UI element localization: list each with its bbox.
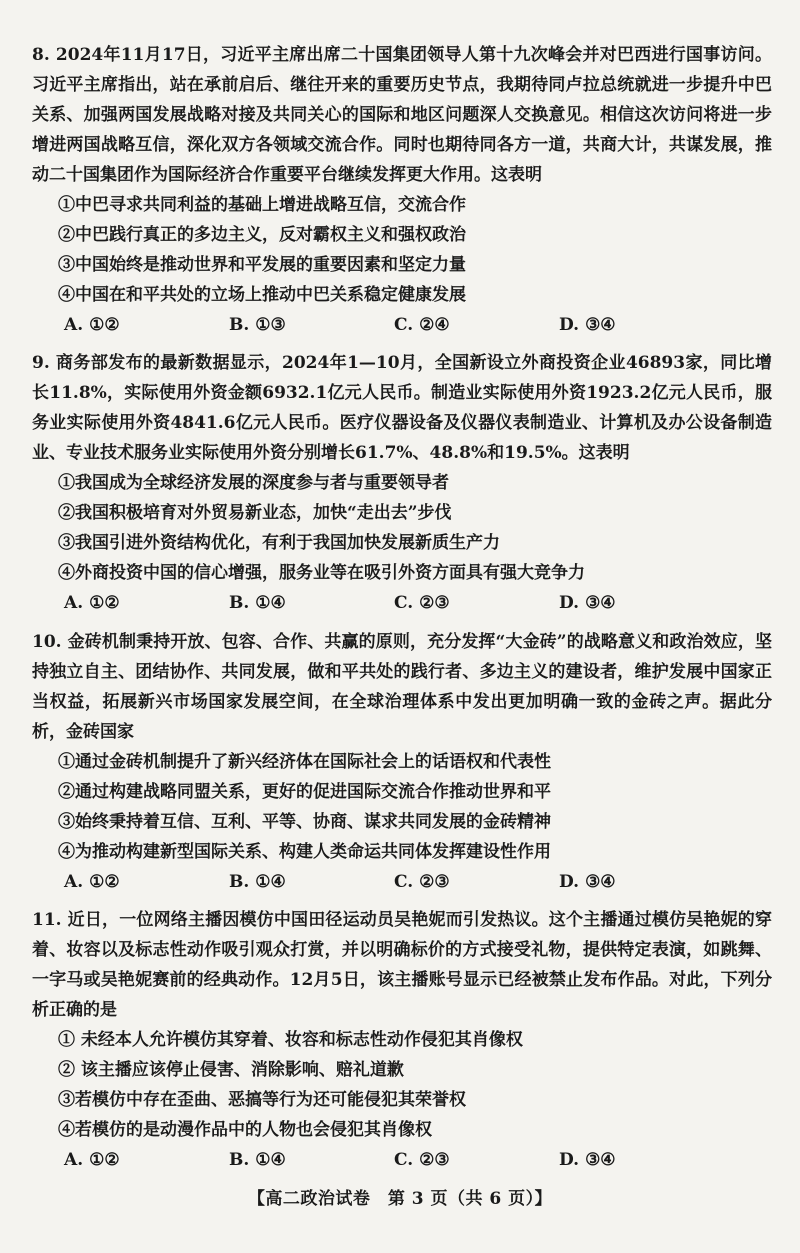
statement-item: ② 该主播应该停止侵害、消除影响、赔礼道歉 [58, 1060, 404, 1080]
option-c: C. ②③ [394, 872, 450, 892]
option-a: A. ①② [64, 593, 120, 613]
statement-item: ②通过构建战略同盟关系，更好的促进国际交流合作推动世界和平 [58, 782, 551, 802]
statement-item: ③中国始终是推动世界和平发展的重要因素和坚定力量 [58, 255, 466, 275]
option-b: B. ①④ [229, 872, 286, 892]
answer-options [64, 310, 772, 340]
statement-item: ②中巴践行真正的多边主义，反对霸权主义和强权政治 [58, 225, 466, 245]
statement-item: ④为推动构建新型国际关系、构建人类命运共同体发挥建设性作用 [58, 842, 551, 862]
option-d: D. ③④ [559, 1150, 616, 1170]
option-b: B. ①④ [229, 593, 286, 613]
statement-item: ①通过金砖机制提升了新兴经济体在国际社会上的话语权和代表性 [58, 752, 551, 772]
answer-options [64, 867, 772, 897]
question-10 [32, 627, 772, 897]
option-d: D. ③④ [559, 315, 616, 335]
answer-options [64, 588, 772, 618]
option-b: B. ①④ [229, 1150, 286, 1170]
option-b: B. ①③ [229, 315, 286, 335]
option-a: A. ①② [64, 872, 120, 892]
statement-item: ①我国成为全球经济发展的深度参与者与重要领导者 [58, 473, 449, 493]
option-a: A. ①② [64, 1150, 120, 1170]
option-a: A. ①② [64, 315, 120, 335]
question-stem: 10. 金砖机制秉持开放、包容、合作、共赢的原则，充分发挥“大金砖”的战略意义和政治效应，坚持独立自主、团结协作、共同发展，做和平共处的践行者、多边主义的建设者，维护发展中国家正当权益，拓展新兴市场国家发展空间，在全球治理体系中发出更加明确一致的金砖之声。据此分析，金砖国家 [32, 632, 772, 742]
option-d: D. ③④ [559, 872, 616, 892]
statement-item: ①中巴寻求共同利益的基础上增进战略互信，交流合作 [58, 195, 466, 215]
statement-item: ②我国积极培育对外贸易新业态，加快“走出去”步伐 [58, 503, 452, 523]
answer-options [64, 1145, 772, 1175]
statement-item: ③始终秉持着互信、互利、平等、协商、谋求共同发展的金砖精神 [58, 812, 551, 832]
question-stem: 8. 2024年11月17日，习近平主席出席二十国集团领导人第十九次峰会并对巴西进行国事访问。习近平主席指出，站在承前启后、继往开来的重要历史节点，我期待同卢拉总统就进一步提升中巴关系、加强两国发展战略对接及共同关心的国际和地区问题深人交换意见。相信这次访问将进一步增进两国战略互信，深化双方各领域交流合作。同时也期待同各方一道，共商大计，共谋发展，推动二十国集团作为国际经济合作重要平台继续发挥更大作用。这表明 [32, 45, 772, 185]
statement-item: ③若模仿中存在歪曲、恶搞等行为还可能侵犯其荣誉权 [58, 1090, 466, 1110]
page-footer: 【高二政治试卷 第 3 页（共 6 页）】 [247, 1189, 553, 1209]
statement-item: ④若模仿的是动漫作品中的人物也会侵犯其肖像权 [58, 1120, 432, 1140]
option-c: C. ②③ [394, 593, 450, 613]
question-9 [32, 348, 772, 618]
statement-item: ④中国在和平共处的立场上推动中巴关系稳定健康发展 [58, 285, 466, 305]
option-d: D. ③④ [559, 593, 616, 613]
question-11 [32, 905, 772, 1175]
question-stem: 11. 近日，一位网络主播因模仿中国田径运动员吴艳妮而引发热议。这个主播通过模仿吴艳妮的穿着、妆容以及标志性动作吸引观众打赏，并以明确标价的方式接受礼物，提供特定表演，如跳舞、一字马或吴艳妮赛前的经典动作。12月5日，该主播账号显示已经被禁止发布作品。对此，下列分析正确的是 [32, 910, 772, 1020]
statement-item: ① 未经本人允许模仿其穿着、妆容和标志性动作侵犯其肖像权 [58, 1030, 523, 1050]
statement-item: ③我国引进外资结构优化，有利于我国加快发展新质生产力 [58, 533, 500, 553]
option-c: C. ②③ [394, 1150, 450, 1170]
question-8 [32, 40, 772, 340]
option-c: C. ②④ [394, 315, 450, 335]
statement-item: ④外商投资中国的信心增强，服务业等在吸引外资方面具有强大竞争力 [58, 563, 585, 583]
question-stem: 9. 商务部发布的最新数据显示，2024年1—10月，全国新设立外商投资企业46893家，同比增长11.8%，实际使用外资金额6932.1亿元人民币。制造业实际使用外资1923.2亿元人民币，服务业实际使用外资4841.6亿元人民币。医疗仪器设备及仪器仪表制造业、计算机及办公设备制造业、专业技术服务业实际使用外资分别增长61.7%、48.8%和19.5%。这表明 [32, 353, 772, 463]
